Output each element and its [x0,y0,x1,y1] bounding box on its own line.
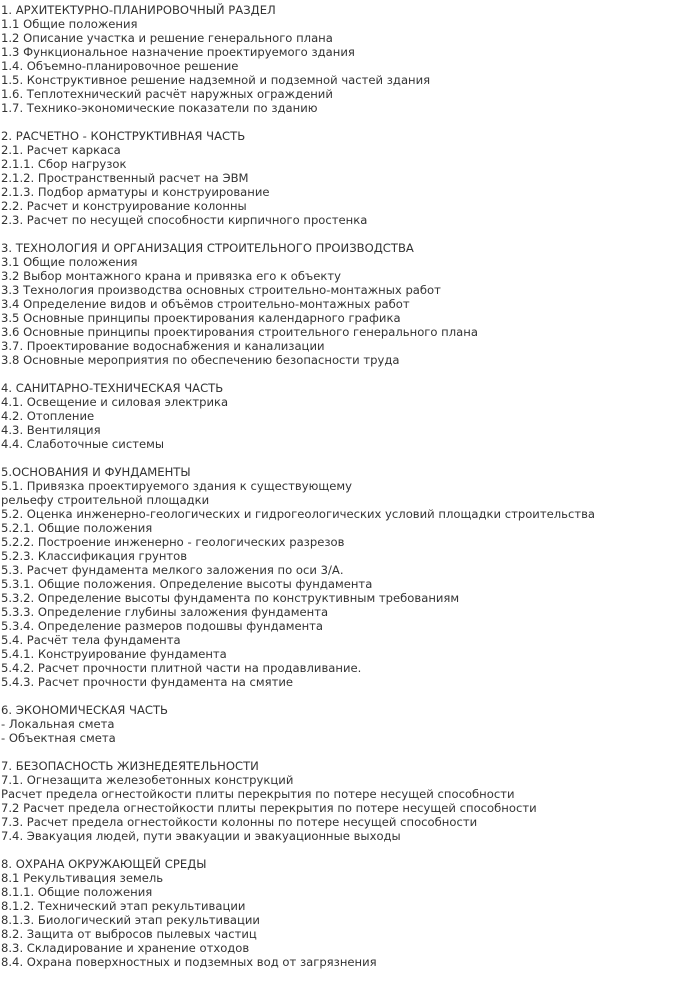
list-item: рельефу строительной площадки [1,493,210,507]
list-item: 1.5. Конструктивное решение надземной и подземной частей здания [1,73,431,87]
section-construction-technology [1,241,699,367]
list-item: 8.1.3. Биологический этап рекультивации [1,913,260,927]
list-item: 5.2. Оценка инженерно-геологических и гидрогеологических условий площадки строительства [1,507,596,521]
list-item: 8.1 Рекультивация земель [1,871,164,885]
section-foundations [1,465,699,689]
list-item: 8.4. Охрана поверхностных и подземных вод от загрязнения [1,955,377,969]
list-item: 5.4.1. Конструирование фундамента [1,647,227,661]
list-item: 2.2. Расчет и конструирование колонны [1,199,247,213]
section-life-safety [1,759,699,843]
list-item: 5.2.2. Построение инженерно - геологических разрезов [1,535,345,549]
section-environment [1,857,699,969]
section-heading: 7. БЕЗОПАСНОСТЬ ЖИЗНЕДЕЯТЕЛЬНОСТИ [1,759,259,773]
list-item: 7.3. Расчет предела огнестойкости колонны по потере несущей способности [1,815,478,829]
list-item: 7.2 Расчет предела огнестойкости плиты перекрытия по потере несущей способности [1,801,537,815]
list-item: 5.3.1. Общие положения. Определение высоты фундамента [1,577,373,591]
list-item: 2.1.1. Сбор нагрузок [1,157,127,171]
table-of-contents [1,3,699,983]
list-item: 8.1.1. Общие положения [1,885,153,899]
list-item: 2.1.2. Пространственный расчет на ЭВМ [1,171,249,185]
list-item: 5.3.4. Определение размеров подошвы фундамента [1,619,324,633]
section-heading: 3. ТЕХНОЛОГИЯ И ОРГАНИЗАЦИЯ СТРОИТЕЛЬНОГО ПРОИЗВОДСТВА [1,241,414,255]
list-item: 3.1 Общие положения [1,255,138,269]
list-item: 2.1. Расчет каркаса [1,143,121,157]
list-item: 3.6 Основные принципы проектирования строительного генерального плана [1,325,478,339]
list-item: 1.7. Технико-экономические показатели по зданию [1,101,318,115]
list-item: 5.3.2. Определение высоты фундамента по конструктивным требованиям [1,591,460,605]
list-item: 3.5 Основные принципы проектирования календарного графика [1,311,401,325]
list-item: 1.2 Описание участка и решение генерального плана [1,31,333,45]
section-economic [1,703,699,745]
list-item: 8.3. Складирование и хранение отходов [1,941,250,955]
section-heading: 8. ОХРАНА ОКРУЖАЮЩЕЙ СРЕДЫ [1,857,207,871]
list-item: Расчет предела огнестойкости плиты перекрытия по потере несущей способности [1,787,515,801]
list-item: 8.2. Защита от выбросов пылевых частиц [1,927,257,941]
list-item: 2.3. Расчет по несущей способности кирпичного простенка [1,213,368,227]
section-heading: 6. ЭКОНОМИЧЕСКАЯ ЧАСТЬ [1,703,168,717]
list-item: 3.3 Технология производства основных строительно-монтажных работ [1,283,441,297]
list-item: 4.4. Слаботочные системы [1,437,164,451]
list-item: - Объектная смета [1,731,116,745]
list-item: 3.8 Основные мероприятия по обеспечению безопасности труда [1,353,400,367]
list-item: 5.4.3. Расчет прочности фундамента на смятие [1,675,294,689]
list-item: 3.4 Определение видов и объёмов строительно-монтажных работ [1,297,410,311]
section-heading: 1. АРХИТЕКТУРНО-ПЛАНИРОВОЧНЫЙ РАЗДЕЛ [1,3,276,17]
list-item: 5.2.1. Общие положения [1,521,153,535]
section-architecture [1,3,699,115]
list-item: 5.4.2. Расчет прочности плитной части на продавливание. [1,661,362,675]
section-structural [1,129,699,227]
list-item: 5.2.3. Классификация грунтов [1,549,188,563]
list-item: 1.4. Объемно-планировочное решение [1,59,239,73]
list-item: 3.7. Проектирование водоснабжения и канализации [1,339,325,353]
list-item: 8.1.2. Технический этап рекультивации [1,899,246,913]
section-heading: 5.ОСНОВАНИЯ И ФУНДАМЕНТЫ [1,465,191,479]
list-item: 1.1 Общие положения [1,17,138,31]
list-item: 7.1. Огнезащита железобетонных конструкций [1,773,294,787]
list-item: 1.3 Функциональное назначение проектируемого здания [1,45,355,59]
list-item: 2.1.3. Подбор арматуры и конструирование [1,185,270,199]
list-item: 5.3. Расчет фундамента мелкого заложения по оси 3/А. [1,563,344,577]
section-heading: 2. РАСЧЕТНО - КОНСТРУКТИВНАЯ ЧАСТЬ [1,129,246,143]
list-item: 5.1. Привязка проектируемого здания к существующему [1,479,352,493]
list-item: 5.3.3. Определение глубины заложения фундамента [1,605,329,619]
list-item: 1.6. Теплотехнический расчёт наружных ограждений [1,87,333,101]
list-item: 3.2 Выбор монтажного крана и привязка его к объекту [1,269,341,283]
list-item: 4.3. Вентиляция [1,423,101,437]
list-item: 7.4. Эвакуация людей, пути эвакуации и эвакуационные выходы [1,829,401,843]
list-item: 4.1. Освещение и силовая электрика [1,395,229,409]
list-item: - Локальная смета [1,717,115,731]
list-item: 5.4. Расчёт тела фундамента [1,633,181,647]
section-sanitary-technical [1,381,699,451]
section-heading: 4. САНИТАРНО-ТЕХНИЧЕСКАЯ ЧАСТЬ [1,381,224,395]
list-item: 4.2. Отопление [1,409,95,423]
